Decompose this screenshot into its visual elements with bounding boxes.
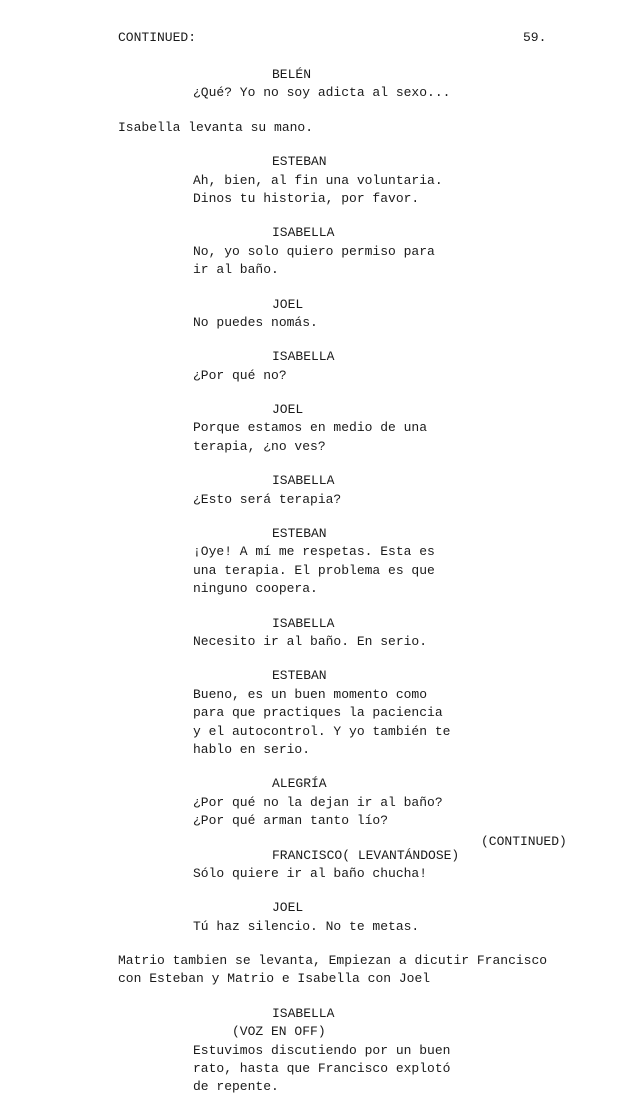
- dialogue-line: una terapia. El problema es que: [193, 562, 435, 578]
- dialogue-block: [0, 615, 638, 652]
- continued-footer: (CONTINUED): [481, 834, 567, 849]
- dialogue-line: de repente.: [193, 1079, 279, 1095]
- dialogue-line: No puedes nomás.: [193, 314, 318, 330]
- dialogue-line: ninguno coopera.: [193, 581, 318, 597]
- dialogue-block: [0, 847, 638, 884]
- dialogue-line: terapia, ¿no ves?: [193, 438, 326, 454]
- dialogue-block: [0, 296, 638, 333]
- dialogue-line: ¿Por qué no?: [193, 367, 287, 383]
- dialogue-line: Necesito ir al baño. En serio.: [193, 633, 428, 649]
- continued-header: CONTINUED:: [118, 30, 197, 45]
- character-name: ESTEBAN: [272, 668, 327, 684]
- dialogue-line: para que practiques la paciencia: [193, 705, 443, 721]
- action-line: con Esteban y Matrio e Isabella con Joel: [118, 971, 431, 987]
- dialogue-line: No, yo solo quiero permiso para: [193, 243, 435, 259]
- character-name: ISABELLA: [272, 615, 335, 631]
- character-name: ESTEBAN: [272, 154, 327, 170]
- character-name: FRANCISCO( LEVANTÁNDOSE): [272, 847, 460, 863]
- dialogue-line: Tú haz silencio. No te metas.: [193, 918, 420, 934]
- dialogue-block: [0, 525, 638, 599]
- dialogue-line: ¿Por qué arman tanto lío?: [193, 813, 389, 829]
- character-name: JOEL: [272, 900, 304, 916]
- dialogue-line: hablo en serio.: [193, 741, 311, 757]
- dialogue-line: Estuvimos discutiendo por un buen: [193, 1042, 451, 1058]
- character-name: ISABELLA: [272, 349, 335, 365]
- dialogue-block: [0, 153, 638, 208]
- dialogue-line: Ah, bien, al fin una voluntaria.: [193, 172, 443, 188]
- dialogue-line: ¿Esto será terapia?: [193, 491, 342, 507]
- dialogue-block: [0, 1005, 638, 1097]
- dialogue-line: rato, hasta que Francisco explotó: [193, 1061, 451, 1077]
- script-body: [0, 66, 638, 1113]
- dialogue-block: [0, 667, 638, 759]
- dialogue-line: Porque estamos en medio de una: [193, 420, 428, 436]
- dialogue-block: [0, 348, 638, 385]
- dialogue-block: [0, 775, 638, 830]
- dialogue-block: [0, 472, 638, 509]
- character-name: ESTEBAN: [272, 526, 327, 542]
- dialogue-block: [0, 899, 638, 936]
- dialogue-line: Dinos tu historia, por favor.: [193, 190, 420, 206]
- character-name: ALEGRÍA: [272, 776, 327, 792]
- character-name: JOEL: [272, 296, 304, 312]
- action-line: Isabella levanta su mano.: [118, 119, 314, 135]
- action-block: [0, 952, 638, 989]
- dialogue-line: ¿Qué? Yo no soy adicta al sexo...: [193, 85, 451, 101]
- action-line: Matrio tambien se levanta, Empiezan a dicutir Francisco: [118, 953, 548, 969]
- dialogue-line: ¡Oye! A mí me respetas. Esta es: [193, 544, 435, 560]
- dialogue-block: [0, 401, 638, 456]
- dialogue-line: Sólo quiere ir al baño chucha!: [193, 865, 428, 881]
- dialogue-line: ¿Por qué no la dejan ir al baño?: [193, 794, 443, 810]
- dialogue-line: Bueno, es un buen momento como: [193, 686, 428, 702]
- action-block: [0, 119, 638, 137]
- dialogue-line: y el autocontrol. Y yo también te: [193, 723, 451, 739]
- dialogue-block: [0, 66, 638, 103]
- dialogue-block: [0, 224, 638, 279]
- character-name: JOEL: [272, 402, 304, 418]
- character-name: BELÉN: [272, 67, 312, 82]
- page-number: 59.: [523, 30, 547, 45]
- parenthetical: (VOZ EN OFF): [232, 1024, 326, 1040]
- character-name: ISABELLA: [272, 1005, 335, 1021]
- dialogue-line: ir al baño.: [193, 262, 279, 278]
- character-name: ISABELLA: [272, 473, 335, 489]
- character-name: ISABELLA: [272, 225, 335, 241]
